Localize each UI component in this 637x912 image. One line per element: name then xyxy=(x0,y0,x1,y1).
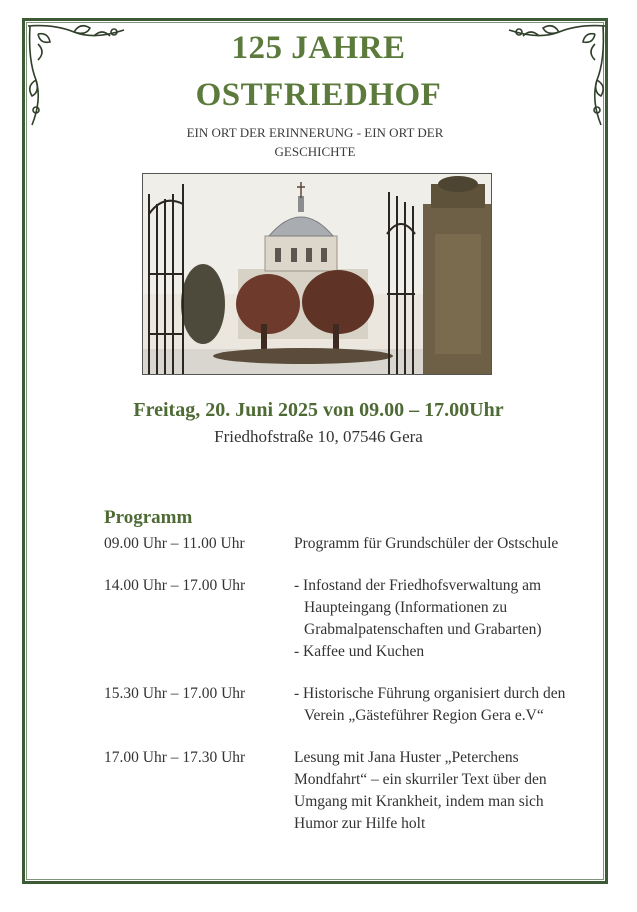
program-time: 17.00 Uhr – 17.30 Uhr xyxy=(104,749,246,766)
program-time: 09.00 Uhr – 11.00 Uhr xyxy=(104,535,245,552)
program-time: 15.30 Uhr – 17.00 Uhr xyxy=(104,685,246,702)
subtitle xyxy=(150,123,480,161)
title-line-1: 125 JAHRE xyxy=(231,30,406,66)
program-line: Umgang mit Krankheit, indem man sich xyxy=(294,793,544,810)
program-description xyxy=(294,683,604,727)
program-line: Programm für Grundschüler der Ostschule xyxy=(294,535,559,552)
program-heading: Programm xyxy=(104,507,193,528)
title-line-2: OSTFRIEDHOF xyxy=(195,77,442,113)
program-line: - Kaffee und Kuchen xyxy=(294,643,425,660)
program-item xyxy=(104,683,604,727)
program-list xyxy=(104,533,604,855)
program-item xyxy=(104,575,604,663)
cemetery-photo xyxy=(142,173,492,375)
program-description xyxy=(294,747,604,835)
subtitle-line-1: EIN ORT DER ERINNERUNG - EIN ORT DER xyxy=(186,125,444,140)
chapel-image xyxy=(143,174,492,375)
program-description xyxy=(294,533,604,555)
program-line: Grabmalpatenschaften und Grabarten) xyxy=(304,621,542,638)
program-item xyxy=(104,533,604,555)
program-description xyxy=(294,575,604,663)
subtitle-line-2: GESCHICHTE xyxy=(274,144,356,159)
event-address: Friedhofstraße 10, 07546 Gera xyxy=(214,427,423,446)
program-line: Verein „Gästeführer Region Gera e.V“ xyxy=(304,707,544,724)
program-time: 14.00 Uhr – 17.00 Uhr xyxy=(104,577,246,594)
program-line: - Infostand der Friedhofsverwaltung am xyxy=(294,577,542,594)
program-line: Haupteingang (Informationen zu xyxy=(304,599,508,616)
event-date: Freitag, 20. Juni 2025 von 09.00 – 17.00Uhr xyxy=(133,399,504,421)
program-line: Lesung mit Jana Huster „Peterchens xyxy=(294,749,519,766)
program-line: Humor zur Hilfe holt xyxy=(294,815,426,832)
program-line: Mondfahrt“ – ein skurriler Text über den xyxy=(294,771,547,788)
program-line: - Historische Führung organisiert durch den xyxy=(294,685,566,702)
program-item xyxy=(104,747,604,835)
